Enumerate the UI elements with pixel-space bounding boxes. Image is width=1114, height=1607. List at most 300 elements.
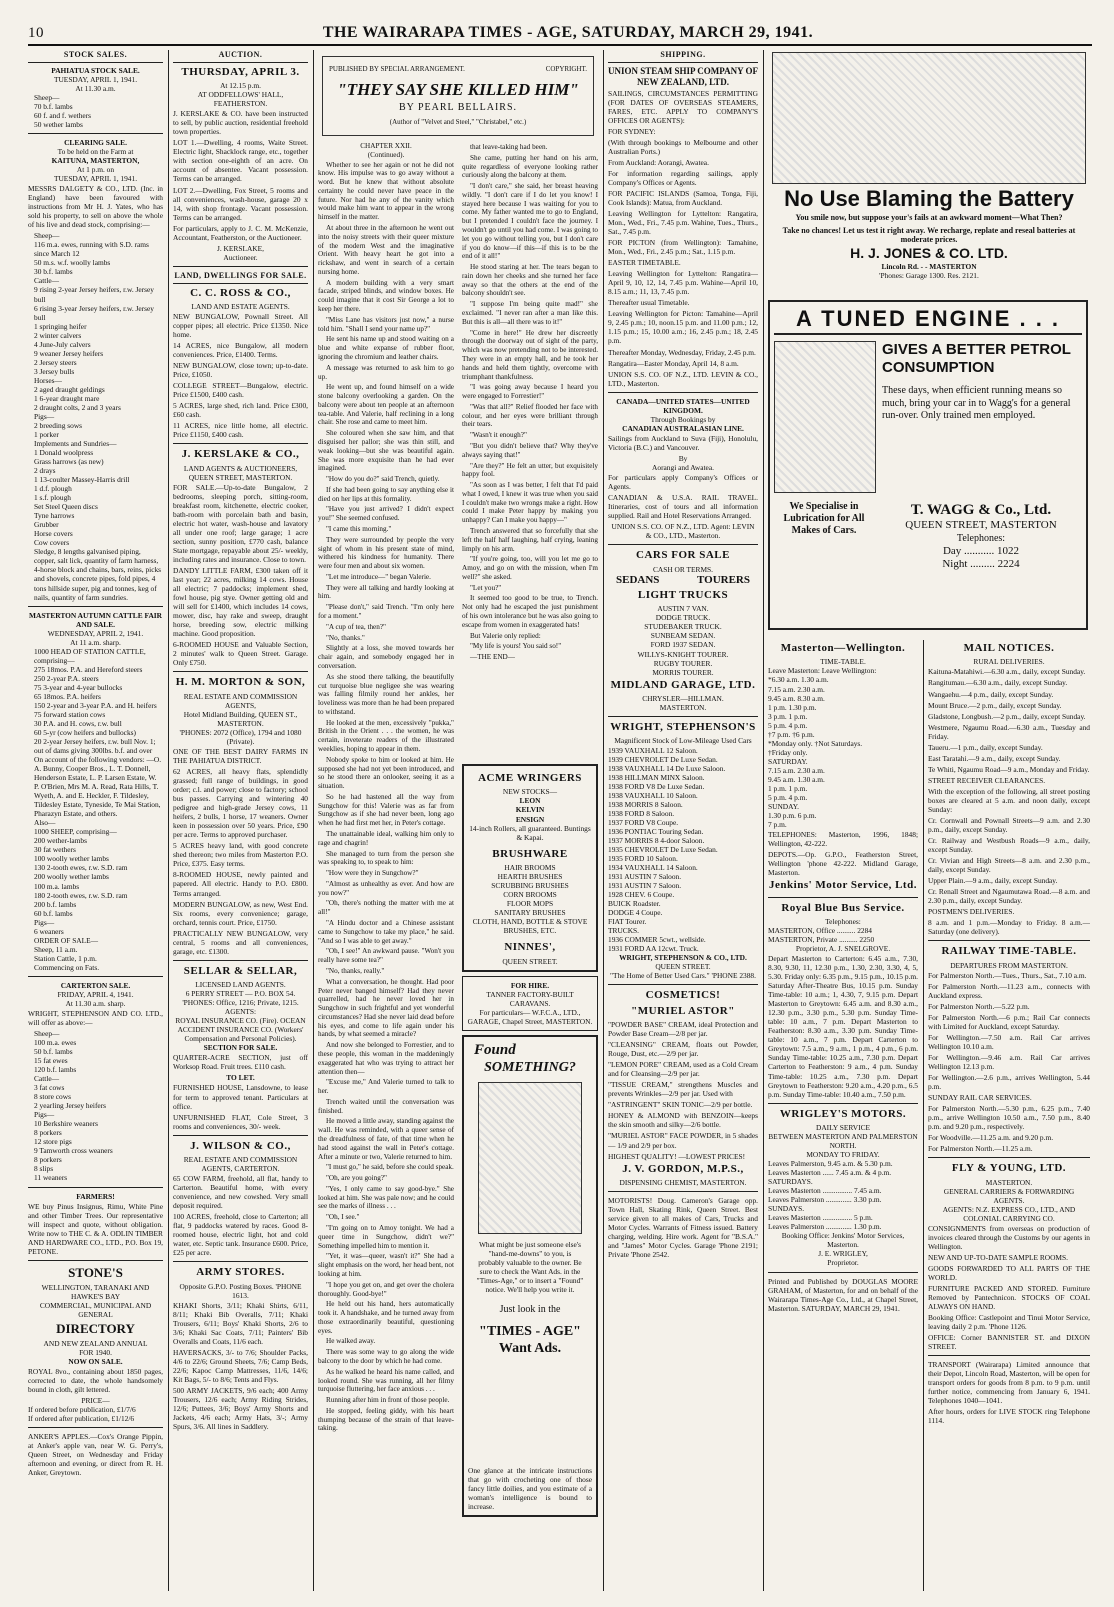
list-item: HONEY & ALMOND with BENZOIN—keeps the skin smooth and silky—2/6 bottle. [608, 1111, 758, 1130]
canada-rail: CANADIAN & U.S.A. RAIL TRAVEL. Itineraries, cost of tours and all information supplied. Rail and Hotel Reservations Arranged. [608, 492, 758, 520]
auction-contact: For particulars, apply to J. C. M. McKenzie, Accountant, Featherston, or the Auctioneer. [173, 223, 308, 242]
canada-by: By [678, 453, 688, 463]
list-item: 200 b.f. lambs [34, 899, 77, 909]
list-item: Taueru.—1 p.m., daily, except Sunday. [928, 742, 1043, 752]
list-item: 9 weaner Jersey heifers [34, 348, 104, 358]
tuned-gives: GIVES A BETTER PETROL CONSUMPTION [882, 340, 1071, 377]
wrigley-between: BETWEEN MASTERTON AND PALMERSTON NORTH. [768, 1132, 918, 1151]
list-item: 116 m.a. ewes, running with S.D. rams since March 12 [34, 240, 149, 259]
list-item: 100 m.a. ewes [34, 1038, 77, 1047]
list-item: 5 p.m. 4 p.m. [768, 792, 808, 802]
wrigley-sub: DAILY SERVICE [815, 1123, 871, 1132]
list-item: Upper Plain.—9 a.m., daily, except Sunday. [928, 876, 1058, 886]
list-item: 2 Jersey steers [34, 357, 77, 367]
union-title: UNION STEAM SHIP COMPANY OF NEW ZEALAND, LTD. [608, 65, 758, 87]
list-item: TRUCKS. [608, 926, 640, 936]
list-item: Nobody spoke to him or looked at him. He supposed she had not yet been introduced, and so he stood there an onlooker, seeing it as a situation. [318, 755, 454, 791]
stones-price-1: If ordered before publication, £1/7/6 [28, 1404, 136, 1414]
wilson-sub: REAL ESTATE AND COMMISSION AGENTS, CARTERTON. [183, 1155, 298, 1174]
list-item: On account of the following vendors: —O. A. Bunny, Cooper Bros., L. T. Donnell, Henderson Estate, L. P. Larsen Estate, W. P. O'Brien, Mrs M. A. Read, Rata Hills, T. Wyeth, A. and E. Heckler, F. Tildesley, Tildesley Estate, Tyneside, Te Mai Station, Pharazyn Estate, and others. [34, 755, 162, 819]
list-item: He stood staring at her. The tears began to rain down her cheeks and she turned her face away so that the others at the end of the balcony shouldn't see. [462, 263, 598, 298]
list-item: A modern building with a very smart facade, striped blinds, and window boxes. He could imagine that it cost Sir George a lot to keep her there. [318, 278, 454, 314]
list-item: 60 b.f. lambs [34, 908, 73, 918]
list-item: "If you're going, too, will you let me go to Amoy, and go on with the mission, when I'm well?" she asked. [462, 555, 598, 581]
canada-through: Through Bookings by [650, 414, 716, 424]
morton-listings [173, 747, 308, 956]
list-item: He moved a little away, standing against the wall. He was reminded, with a queer sense of the dreadfulness of fate, of that time when he had stood against the wall in Peter's cottage. After a minute or two, Valerie returned to him. [318, 1117, 454, 1161]
list-item: "Oh, I see." [326, 1213, 360, 1222]
stones-sub2: COMMERCIAL, MUNICIPAL AND GENERAL [39, 1300, 152, 1319]
list-item: FORD 1937 SEDAN. [650, 640, 716, 650]
list-item: PRACTICALLY NEW BUNGALOW, very central, 5 rooms and all conveniences, garage, etc. £1300. [173, 928, 308, 956]
morton-address: Hotel Midland Building, QUEEN ST., MASTERTON. [183, 709, 298, 728]
list-item: For Wellington.—7.50 a.m. Rail Car arrives Wellington 10.10 a.m. [928, 1032, 1090, 1051]
found-something-ad [462, 1035, 598, 1517]
list-item: 9 Tamworth cross weaners [34, 1146, 113, 1156]
stones-price-2: If ordered after publication, £1/12/6 [28, 1413, 135, 1423]
auction-lot-2: LOT 2.—Dwelling, Fox Street, 5 rooms and all conveniences, wash-house, garage 20 x 14, with shop frontage. Vacant possession. Terms can be arranged. [173, 185, 308, 222]
auction-signature: J. KERSLAKE, [216, 243, 264, 253]
wright-street: QUEEN STREET. [655, 962, 711, 972]
list-item: 1938 FORD 8 Saloon. [608, 808, 675, 818]
farmers-title: FARMERS! [76, 1191, 115, 1201]
found-want-ads: Want Ads. [498, 1340, 562, 1356]
wrigley-title: WRIGLEY'S MOTORS. [779, 1107, 907, 1120]
list-item: EASTER TIMETABLE. [608, 258, 681, 268]
farmers-body: WE buy Pinus Insignus, Rimu, White Pine and other Timber Trees. Our representative will inspect and quote, without obligation. Write now to THE C. & A. ODLIN TIMBER AND HARDWARE CO., LTD., P.O. Box 19, PETONE. [28, 1201, 163, 1256]
stones-directory: DIRECTORY [56, 1320, 135, 1336]
divider [173, 266, 308, 267]
list-item: 500 ARMY JACKETS, 9/6 each; 400 Army Trousers, 12/6 each; Army Riding Strides, 12/6; Puttees, 3/6; Boys' Army Shorts and Jackets, 4/6 each; Army Hats, 3/-; Army Spurs, 3/6. All lines in Saddlery. [173, 1386, 308, 1432]
auction-column [173, 50, 308, 1591]
hire-sub: TANNER FACTORY-BUILT CARAVANS. [486, 989, 574, 1008]
section-heading-land: LAND, DWELLINGS FOR SALE. [173, 271, 308, 284]
kerslake-sub: LAND AGENTS & AUCTIONEERS, QUEEN STREET, MASTERTON. [183, 463, 298, 482]
list-item: For Palmerston North.—Tues., Thurs., Sat., 7.10 a.m. [928, 970, 1087, 980]
list-item: 150 2-year and 3-year P.A. and H. heifers [34, 700, 157, 710]
list-item: Tyne harrows [34, 511, 75, 521]
list-item: 1000 SHEEP, comprising— [34, 827, 117, 837]
list-item: SUNDAY RAIL CAR SERVICES. [928, 1093, 1032, 1103]
list-item: And now she belonged to Forrestier, and to these people, this woman in the maddeningly exaggerated hat who was trying to attract her attention then— [318, 1041, 454, 1076]
list-item: ORDER OF SALE— [34, 935, 99, 945]
list-item: Te Whiti, Ngaumu Road—9 a.m., Monday and Friday. [928, 764, 1090, 774]
dog-illustration [478, 1082, 582, 1234]
canada-line: CANADIAN AUSTRALASIAN LINE. [622, 423, 744, 433]
auction-lot-1: LOT 1.—Dwelling, 4 rooms, Waite Street. Electric light, Shacklock range, etc., together with section one-eighth of an acre. On account of absentee. Vacant possession. Terms can be arranged. [173, 138, 308, 184]
motorists-notice: MOTORISTS! Doug. Cameron's Garage opp. Town Hall, Skating Rink, Queen Street. Best service given to all makes of Cars, Trucks and Motor Cycles. Warrants of Fitness issued. Battery charging, welding. Hire work. Agent for "B.S.A." and "James" Motor Cycles. Garage 'Phone 2191; Private 'Phone 2542. [608, 1196, 758, 1260]
list-item: 5 p.m. 4 p.m. [768, 720, 808, 730]
list-item: *Monday only. †Not Saturdays. [768, 738, 863, 748]
kerslake-listings [173, 483, 308, 668]
fly-sub: MASTERTON. [985, 1177, 1033, 1187]
list-item: Leaves Masterton ...... 7.45 a.m. & 4 p.m. [768, 1168, 892, 1178]
list-item: Booking Office: Castlepoint and Tinui Motor Service, leaving daily 2 p.m. 'Phone 1126. [928, 1313, 1090, 1332]
list-item: FLOOR MOPS [506, 899, 554, 909]
clearing-title: CLEARING SALE. [64, 137, 127, 147]
list-item: 30 P.A. and H. cows, r.w. bull [34, 718, 122, 728]
list-item: 1 s.f. plough [34, 493, 71, 503]
list-item: Pigs— [34, 917, 55, 927]
divider [28, 976, 163, 977]
tuned-headline: A TUNED ENGINE . . . [774, 306, 1082, 335]
list-item: NEW BUNGALOW, Pownall Street. All copper pipes; all electric. Price £1350. Nice home. [173, 311, 308, 339]
list-item: STREET RECEIVER CLEARANCES. [928, 775, 1046, 785]
list-item: Whether to see her again or not he did not know. His impulse was to go away without a word. But he knew that without absolute certainty he could never have peace in the future. Nor had he any of the vanity which would make him want to appear in the wrong himself in the matter. [318, 160, 454, 222]
stock-sales-column [28, 50, 163, 1591]
list-item: 1938 VAUXHALL 14 De Luxe Saloon. [608, 763, 726, 773]
list-item: "Oh, are you going?" [326, 1174, 387, 1183]
story-author-note: (Author of "Velvet and Steel," "Christabel," etc.) [389, 118, 527, 127]
wgtn-depots: DEPOTS.—Op. G.P.O., Featherston Street, Wellington 'phone 42-222. Midland Garage, Masterton. [768, 850, 918, 878]
list-item: From Auckland: Aorangi, Awatea. [608, 157, 709, 167]
notices-column [928, 640, 1090, 1591]
story-published: PUBLISHED BY SPECIAL ARRANGEMENT. [329, 65, 465, 73]
list-item: 1935 FORD 10 Saloon. [608, 853, 678, 863]
order-of-sale [28, 936, 163, 972]
list-item: MORRIS TOURER. [652, 667, 714, 677]
divider [173, 1135, 308, 1136]
cattle-fair-time: At 11 a.m. sharp. [70, 637, 121, 647]
list-item: Leave Masterton: Leave Wellington: [768, 666, 877, 676]
royal-proprietor: Proprietor, A. J. SNELGROVE. [795, 944, 891, 954]
royal-telephones: Telephones: [825, 916, 861, 926]
story-column-left [318, 142, 454, 1435]
section-heading-auction: AUCTION. [173, 50, 308, 63]
army-sub: Opposite G.P.O. Posting Boxes. 'PHONE 1613. [179, 1281, 302, 1300]
list-item: Cr. Vivian and High Streets—8 a.m. and 2.30 p.m., daily, except Sunday. [928, 856, 1090, 875]
list-item: Rangitumau.—6.30 a.m., daily, except Sunday. [928, 678, 1068, 688]
cattle-fair-title: MASTERTON AUTUMN CATTLE FAIR AND SALE. [29, 610, 162, 629]
list-item: "Wasn't it enough?" [470, 431, 527, 440]
list-item: FOR SALE.—Up-to-date Bungalow, 2 bedrooms, sleeping porch, sitting-room, breakfast room, kitchenette, electric cooker, bath-room with porcelain bath and basin, electric hot water, wash-house and lavatory all under one roof; large garage; 1 acre section, sunny position, £770 cash, balance State mortgage, repayable about 25/- weekly, including rates and insurance. Close to town. [173, 482, 308, 565]
list-item: 1931 AUSTIN 7 Saloon. [608, 871, 682, 881]
cars-list [608, 604, 758, 676]
list-item: 1936 PONTIAC Touring Sedan. [608, 826, 704, 836]
stones-price: PRICE— [81, 1395, 110, 1405]
list-item: Pigs— [34, 411, 55, 421]
list-item: "I suppose I'm being quite mad!" she exclaimed. "I never ran after a man like this. But this is all—all there was to it!" [462, 300, 598, 326]
list-item: FURNITURE PACKED AND STORED. Furniture Removed by Pantechnicon. STOCKS OF COAL ALWAYS ON HAND. [928, 1284, 1090, 1312]
auction-date: THURSDAY, APRIL 3. [181, 65, 300, 78]
list-item: "Was that all?" Relief flooded her face with colour, and her eyes were brilliant through their tears. [462, 402, 598, 429]
list-item: 100 ACRES, freehold, close to Carterton; all flat, 9 paddocks watered by races. Good 8-roomed house, electric light, hot and cold water, etc. Septic tank. Insurance £600. Price, £25 per acre. [173, 1212, 308, 1258]
list-item: "Have you just arrived? I didn't expect you!" She seemed confused. [318, 505, 454, 523]
clearing-list [28, 231, 163, 601]
list-item: 2 aged draught geldings [34, 384, 105, 394]
list-item: "CLEANSING" CREAM, floats out Powder, Rouge, Dust, etc.—2/9 per jar. [608, 1040, 758, 1059]
divider [608, 544, 758, 545]
divider [173, 960, 308, 961]
list-item: FOR SYDNEY: [608, 126, 656, 136]
list-item: 130 2-tooth ewes, r.w. S.D. ram [34, 863, 128, 873]
list-item: ONE OF THE BEST DAIRY FARMS IN THE PAHIATUA DISTRICT. [173, 747, 308, 766]
list-item: 1938 MORRIS 8 Saloon. [608, 799, 683, 809]
household-ads-column [462, 760, 598, 1591]
cosmetics-brand: "MURIEL ASTOR" [631, 1004, 735, 1017]
list-item: "No, thanks." [326, 633, 365, 642]
midland-make: CHRYSLER—HILLMAN. [642, 694, 724, 703]
list-item: "Almost as unhealthy as ever. And how are you now?" [318, 879, 454, 897]
list-item: Sledge, 8 lengths galvanised piping, copper, salt lick, quantity of farm harness, 4-horse block and chains, bars, reins, picks and shovels, concrete pipes, fold pipes, 4 tons hillside super, pig and tonnes, keg of nails, quantity of farm sundries. [34, 547, 162, 602]
ross-listings [173, 312, 308, 439]
pahiatua-list [28, 93, 163, 129]
list-item: NEW AND UP-TO-DATE SAMPLE ROOMS. [928, 1252, 1068, 1262]
list-item: The unattainable ideal, walking him only to rage and chagrin! [318, 830, 454, 847]
column-rule [313, 50, 314, 1591]
stones-sub: WELLINGTON, TARANAKI AND HAWKE'S BAY [41, 1282, 150, 1301]
list-item: 30 fat wethers [34, 845, 76, 855]
divider [608, 1191, 758, 1192]
list-item: Leaving Wellington for Picton: Tamahine—April 9, 2.45 p.m.; 10, noon.15 p.m. and 11.00 p.m.; 12, 1.15 p.m.; 15, 10.00 a.m.; 16, 2.45 p.m.; 18, 2.45 p.m. [608, 309, 758, 346]
list-item: 50 b.f. lambs [34, 1047, 73, 1057]
list-item: 9.45 a.m. 8.30 a.m. [768, 693, 825, 703]
list-item: 30 b.f. lambs [34, 267, 73, 277]
list-item: East Taratahi.—9 a.m., daily, except Sunday. [928, 753, 1061, 763]
auction-at: AT ODDFELLOWS' HALL, FEATHERSTON. [197, 90, 284, 109]
found-body: What might be just someone else's "hand-me-downs" to you, is probably valuable to the owner. Be sure to check the Want Ads. in the "Times-Age," or to insert a "Found" notice. We'll help you write it. [476, 1240, 584, 1295]
list-item: 2 winter calvers [34, 330, 82, 340]
list-item: "I hope you get on, and get over the cholera thoroughly. Good-bye!" [318, 1280, 454, 1298]
list-item: 9 rising 2-year Jersey heifers, r.w. Jersey bull [34, 285, 154, 304]
battery-headline: No Use Blaming the Battery [784, 186, 1074, 211]
list-item: "A Hindu doctor and a Chinese assistant came to Sungchow to take my place," he said. "And so I was able to get away." [318, 919, 454, 945]
tuned-day-phone: Day ........... 1022 [942, 544, 1020, 557]
divider [28, 1187, 163, 1188]
list-item: 100 m.a. lambs [34, 881, 80, 891]
list-item: SATURDAYS. [768, 1177, 813, 1187]
section-heading-shipping: SHIPPING. [608, 50, 758, 63]
ross-sub: LAND AND ESTATE AGENTS. [191, 301, 290, 311]
list-item: 1 springing heifer [34, 321, 87, 331]
stones-now: NOW ON SALE. [68, 1356, 123, 1366]
list-item: 3 Jersey bulls [34, 366, 75, 376]
list-item: 1.30 p.m. 6 p.m. [768, 810, 817, 820]
list-item: GOODS FORWARDED TO ALL PARTS OF THE WORLD. [928, 1263, 1090, 1282]
wright-sub: Magnificent Stock of Low-Mileage Used Cars [614, 736, 752, 746]
column-rule [923, 640, 924, 1591]
list-item: "Yes, I only came to say good-bye." She looked at him. She was pale now; and he could see the marks of illness . . . [318, 1184, 454, 1211]
list-item: 9.45 a.m. 1.30 a.m. [768, 774, 825, 784]
list-item: Cr. Railway and Westbush Roads—9 a.m., daily, except Sunday. [928, 835, 1090, 854]
list-item: 120 b.f. lambs [34, 1065, 77, 1075]
fly-agents: AGENTS: N.Z. EXPRESS CO., LTD., AND COLONIAL CARRYING CO. [942, 1204, 1076, 1223]
list-item: 4 June-July calvers [34, 339, 91, 349]
car-cartoon-illustration [772, 52, 1086, 184]
kerslake-title: J. KERSLAKE & CO., [181, 448, 300, 461]
list-item: 10 Berkshire weaners [34, 1119, 99, 1129]
acme-item: LEON [519, 796, 541, 806]
list-item: DODGE 4 Coupe. [608, 908, 663, 918]
list-item: Trench answered that so forcefully that she left the half half laughing, half crying, leaning limply on his arm. [462, 527, 598, 553]
sellar-to-let-heading: TO LET. [226, 1073, 255, 1083]
list-item: Sheep, 11 a.m. [34, 944, 78, 954]
list-item: Cattle— [34, 276, 60, 286]
list-item: 62 ACRES, all heavy flats, splendidly grassed; full range of buildings, in good order; c.l. and power; close to factory; school bus passes. Carrying and wintering 40 pedigree and high-grade Jersey cows, 11 heifers, 2 bulls, 1 horse, 17 weaners. Owner keen in possession over 50 years. Price, £90 per acre. Terms to approved purchaser. [173, 767, 308, 840]
list-item: He walked away. [326, 1337, 376, 1346]
tuned-body: These days, when efficient running means so much, bring your car in to Wagg's for a general run-over. Only trained men employed. [882, 385, 1071, 421]
list-item: Set Steel Queen discs [34, 502, 98, 512]
list-item: 8 store cows [34, 1092, 71, 1102]
divider [608, 716, 758, 717]
cars-tourers: TOURERS [697, 573, 750, 586]
list-item: A message was returned to ask him to go up. [318, 363, 454, 381]
union-body: SAILINGS, CIRCUMSTANCES PERMITTING (FOR DATES OF OVERSEAS STEAMERS, FARES, ETC. APPLY TO COMPANY'S OFFICES OR AGENTS): [608, 88, 758, 125]
list-item: SUNDAYS. [768, 1204, 805, 1214]
list-item: 1000 HEAD OF STATION CATTLE, comprising— [34, 646, 146, 665]
divider [768, 1103, 918, 1104]
list-item: 1938 HILLMAN MINX Saloon. [608, 772, 705, 782]
found-look: Just look in the [499, 1304, 561, 1316]
divider [608, 392, 758, 393]
list-item: "How were they in Sungchow?" [326, 869, 419, 878]
canada-particulars: For particulars apply Company's Offices or Agents. [608, 472, 758, 491]
acme-item: KELVIN [515, 805, 545, 815]
tuned-night-phone: Night ......... 2224 [942, 558, 1020, 571]
auction-time: At 12.15 p.m. [220, 81, 261, 91]
list-item: RUGBY TOURER. [653, 658, 713, 668]
list-item: 1935 CHEVROLET De Luxe Sedan. [608, 844, 718, 854]
list-item: Wangaehu.—4 p.m., daily, except Sunday. [928, 689, 1054, 699]
list-item: †Friday only. [768, 747, 808, 757]
list-item: "I came this morning." [326, 525, 392, 534]
list-item: For Palmerston North.—5.22 p.m. [928, 1001, 1030, 1011]
list-item: 15 fat ewes [34, 1056, 68, 1066]
royal-phone-private: MASTERTON, Private .......... 2250 [768, 935, 875, 945]
list-item: "Are they?" He felt an utter, but exquisitely happy fool. [462, 461, 598, 479]
list-item: (With through bookings to Melbourne and other Australian Ports.) [608, 137, 758, 156]
cars-sedans: SEDANS [616, 573, 660, 586]
list-item: Station Cattle, 1 p.m. [34, 953, 97, 963]
brushware-title: BRUSHWARE [492, 847, 568, 860]
list-item: "Please don't," said Trench. "I'm only here for a moment." [318, 603, 454, 621]
list-item: 2 draught colts, 2 and 3 years [34, 402, 121, 412]
story-chapter: CHAPTER XXII. [360, 141, 412, 150]
divider [173, 443, 308, 444]
list-item: Westmere, Ngaumu Road.—6.30 a.m., Tuesday and Friday. [928, 722, 1090, 741]
list-item: Mount Bruce.—2 p.m., daily, except Sunday. [928, 700, 1062, 710]
list-item: Horses— [34, 375, 62, 385]
list-item: 6-ROOMED HOUSE and Valuable Section, 2 minutes' walk to Queen Street. Garage. Only £750. [173, 640, 308, 668]
found-footer: One glance at the intricate instructions that go with crocheting one of those fancy little doilies, and you estimate of a woman's intelligence is bound to increase. [468, 1465, 592, 1511]
list-item: 1938 FORD V8 De Luxe Sedan. [608, 781, 705, 791]
list-item: 2 yearling Jersey heifers [34, 1101, 107, 1111]
royal-blue-title: Royal Blue Bus Service. [781, 901, 905, 914]
list-item: Running after him in front of those people. [326, 1396, 450, 1405]
battery-phones: 'Phones: Garage 1300. Res. 2121. [879, 271, 979, 281]
list-item: 8-ROOMED HOUSE, newly painted and papered. All electric. Handy to P.O. £800. Terms arranged. [173, 870, 308, 898]
stones-and: AND NEW ZEALAND ANNUAL [43, 1338, 148, 1348]
union-sailings [608, 127, 758, 388]
list-item: "Oh, I see!" An awkward pause. "Won't you really have some tea?" [318, 947, 454, 965]
list-item: Sheep— [34, 231, 60, 241]
list-item: 1936 COMMER 5cwt., wellside. [608, 935, 706, 945]
list-item: 1931 AUSTIN 7 Saloon. [608, 880, 682, 890]
page-number: 10 [28, 24, 44, 41]
list-item: "Come in here!" He drew her discreetly through the doorway out of sight of the party, which was now pretending not to be interested. They were in an empty hall, and he took her hands and held them tightly, overcome with triumphant thankfulness. [462, 328, 598, 381]
list-item: "Yet, it was—queer, wasn't it?" She had a slight emphasis on the word, her head bent, not looking at him. [318, 1252, 454, 1278]
found-times-age: "TIMES - AGE" [479, 1323, 581, 1339]
list-item: Commencing on Fats. [34, 962, 100, 972]
sellar-address: 6 PERRY STREET — P.O. BOX 54. 'PHONES: Office, 1216; Private, 1215. AGENTS: [182, 989, 299, 1017]
tuned-firm: T. WAGG & Co., Ltd. [910, 501, 1052, 518]
list-item: "I don't care," she said, her breast heaving wildly. "I don't care if I do let you know! I stayed here because I was waiting for you to come. My father wanted me to go to England, but I pretended I couldn't face the journey. I wouldn't go until you had come. I was going to let you go without telling you, but I don't care if you do know—if this—if this is to be the end of it all!" [462, 182, 598, 261]
list-item: 75 forward station cows [34, 709, 106, 719]
list-item: Implements and Sundries— [34, 439, 117, 448]
list-item: What a conversation, he thought. Had poor Peter never banged himself? Had they never quarrelled, had he never loved her in Sungchow in such frightful and yet wonderful circumstances? Had she never laid dead before his eyes, and come to life again under his hands, by what seemed a miracle? [318, 977, 454, 1039]
list-item: For Woodville.—11.25 a.m. and 9.20 p.m. [928, 1133, 1054, 1143]
tuned-engine-ad [768, 300, 1088, 630]
list-item: Leaves Masterton ................ 5 p.m. [768, 1213, 873, 1223]
list-item: "POWDER BASE" CREAM, ideal Protection and Powder Base Cream—2/8 per jar. [608, 1020, 758, 1039]
list-item: "Excuse me," And Valerie turned to talk to her. [318, 1078, 454, 1096]
army-listings [173, 1301, 308, 1431]
list-item: NEW BUNGALOW, close town; up-to-date. Price, £1050. [173, 361, 308, 380]
list-item: DODGE TRUCK. [655, 613, 711, 623]
list-item: SATURDAY. [768, 756, 808, 766]
list-item: 1 6-year draught mare [34, 393, 100, 403]
story-title: "THEY SAY SHE KILLED HIM" [337, 79, 579, 99]
clearing-intro: To be held on the Farm at [57, 147, 134, 156]
list-item: 70 b.f. lambs [34, 101, 73, 111]
list-item: Cr. Cornwall and Pownall Streets—9 a.m. and 2.30 p.m., daily, except Sunday. [928, 815, 1090, 834]
list-item: "No, thanks, really." [326, 966, 385, 975]
list-item: HAIR BROOMS [504, 863, 556, 872]
list-item: 1931 FORD AA 12cwt. Truck. [608, 944, 699, 954]
masthead [28, 22, 1092, 46]
list-item: 60 5-yr (cow heifers and bullocks) [34, 727, 137, 737]
list-item: At about three in the afternoon he went out into the noisy streets with their queer mixture of the modern West and the imaginative Orient. With heavy heart he got into a rickshaw, and went in search of a certain nursing home. [318, 224, 454, 276]
morton-title: H. M. MORTON & SON, [175, 676, 306, 689]
list-item: 1938 VAUXHALL 10 Saloon. [608, 790, 698, 800]
found-something-heading: SOMETHING? [484, 1060, 576, 1076]
wrigley-timetable [768, 1159, 918, 1231]
list-item: He sent his name up and stood waiting on a blue and white expanse of rubber floor, ignoring the chromium and leather chairs. [318, 335, 454, 361]
sellar-agents: ROYAL INSURANCE CO. (Fire). OCEAN ACCIDENT INSURANCE CO. (Workers' Compensation and Personal Policies). [175, 1016, 306, 1044]
list-item: "A cup of tea, then?" [326, 622, 386, 631]
cattle-fair-date: WEDNESDAY, APRIL 2, 1941. [47, 628, 144, 638]
list-item: As she stood there talking, the beautifully cut turquoise blue negligee she was wearing was falling filmily round her ankles, her loveliness was more than he had been prepared to withstand. [318, 672, 454, 716]
acme-sub: NEW STOCKS— [502, 787, 558, 797]
list-item: "I was going away because I heard you were engaged to Forrestier!" [462, 383, 598, 401]
carterton-body: WRIGHT, STEPHENSON AND CO. LTD., will offer as above:— [28, 1008, 163, 1027]
stones-title: STONE'S [68, 1264, 123, 1280]
wright-title: WRIGHT, STEPHENSON'S [610, 721, 756, 734]
list-item: 8 a.m. and 1 p.m.—Monday to Friday. 8 a.m.—Saturday (one delivery). [928, 918, 1090, 937]
railway-sub: DEPARTURES FROM MASTERTON. [950, 960, 1068, 970]
list-item: Thereafter usual Timetable. [608, 298, 690, 308]
list-item: She managed to turn from the person she was speaking to, to speak to him: [318, 849, 454, 867]
list-item: Horse covers [34, 529, 73, 539]
list-item: For Palmerston North.—5.30 p.m., 6.25 p.m., 7.40 p.m., arrive Wellington 10.50 a.m., 7.50 p.m., 8.40 p.m. and 9.20 p.m., respectively. [928, 1104, 1090, 1132]
divider [928, 1157, 1090, 1158]
cars-light-trucks: LIGHT TRUCKS [637, 588, 729, 601]
wright-home: "The Home of Better Used Cars." 'PHONE 2388. [610, 971, 756, 981]
list-item: If she had been going to say anything else it died on her lips at this formality. [318, 485, 454, 503]
divider [608, 984, 758, 985]
list-item: FOR PICTON (from Wellington): Tamahine, Mon., Wed., Fri., 2.45 p.m.; Sat., 1.15 p.m. [608, 238, 758, 257]
list-item: "LEMON PORE" CREAM, used as a Cold Cream and for Cleansing—2/9 per jar. [608, 1060, 758, 1079]
cars-sub: CASH OR TERMS. [652, 564, 714, 574]
clearing-body: MESSRS DALGETY & CO., LTD. (Inc. in England) have been favoured with instructions from Mr H. J. Yates, who has sold his property, to sell on above the whole of his live and dead stock, comprising:— [28, 184, 163, 230]
list-item: STUDEBAKER TRUCK. [644, 622, 722, 632]
morton-phones: 'PHONES: 2072 (Office), 1794 and 1080 (Private). [179, 727, 302, 746]
list-item: WILLYS-KNIGHT TOURER. [637, 649, 729, 659]
sellar-title: SELLAR & SELLAR, [183, 964, 298, 977]
wrigley-weekdays: MONDAY TO FRIDAY. [806, 1150, 880, 1160]
list-item: 2 breeding sows [34, 420, 83, 430]
divider [28, 1260, 163, 1261]
